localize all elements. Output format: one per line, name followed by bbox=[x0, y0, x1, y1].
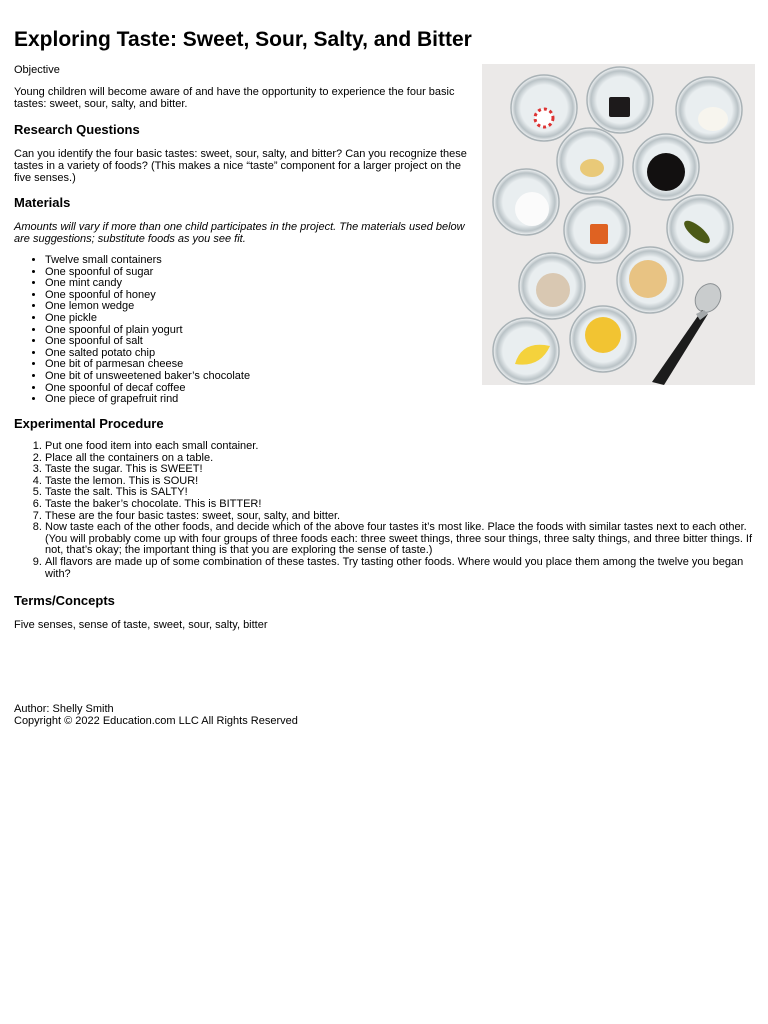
materials-item: • One spoonful of sugar bbox=[45, 267, 469, 279]
materials-item: • One spoonful of honey bbox=[45, 290, 469, 302]
footer bbox=[14, 703, 298, 727]
materials-item: • One piece of grapefruit rind bbox=[45, 394, 469, 406]
bowl-lemon bbox=[493, 318, 559, 384]
materials-item: • One bit of unsweetened baker’s chocolate bbox=[45, 371, 469, 383]
procedure-step: 9. All flavors are made up of some combination of these tastes. Try tasting other foods. Where would you place them among the twelve you began with? bbox=[45, 557, 756, 580]
research-text: Can you identify the four basic tastes: sweet, sour, salty, and bitter? Can you recognize these tastes in a variety of foods? (This makes a nice “taste” component for a larger project on the five senses.) bbox=[14, 148, 467, 184]
materials-item: • One pickle bbox=[45, 313, 469, 325]
bowl-honey bbox=[570, 306, 636, 372]
materials-item: • One spoonful of salt bbox=[45, 336, 469, 348]
terms-heading: Terms/Concepts bbox=[14, 593, 115, 608]
bowl-chocolate bbox=[633, 134, 699, 200]
materials-item: • Twelve small containers bbox=[45, 255, 469, 267]
page-title: Exploring Taste: Sweet, Sour, Salty, and Bitter bbox=[14, 28, 472, 51]
procedure-step: 4. Taste the lemon. This is SOUR! bbox=[45, 476, 756, 488]
materials-item: • One salted potato chip bbox=[45, 348, 469, 360]
materials-item: • One spoonful of decaf coffee bbox=[45, 383, 469, 395]
materials-item: • One bit of parmesan cheese bbox=[45, 359, 469, 371]
materials-item: • One lemon wedge bbox=[45, 301, 469, 313]
procedure-step: 3. Taste the sugar. This is SWEET! bbox=[45, 464, 756, 476]
procedure-section bbox=[14, 416, 756, 580]
materials-item: • One mint candy bbox=[45, 278, 469, 290]
procedure-step: 1. Put one food item into each small container. bbox=[45, 441, 756, 453]
procedure-heading: Experimental Procedure bbox=[14, 416, 164, 431]
procedure-list bbox=[14, 441, 756, 580]
bowl-coffee-square bbox=[587, 67, 653, 133]
footer-author: Author: Shelly Smith bbox=[14, 703, 114, 715]
bowl-salt bbox=[493, 169, 559, 235]
bowl-mint bbox=[511, 75, 577, 141]
objective-text: Young children will become aware of and have the opportunity to experience the four basic tastes: sweet, sour, salty, and bitter. bbox=[14, 86, 455, 110]
materials-list bbox=[14, 255, 469, 406]
bowl-yogurt bbox=[676, 77, 742, 143]
materials-heading: Materials bbox=[14, 195, 71, 210]
procedure-step: 5. Taste the salt. This is SALTY! bbox=[45, 487, 756, 499]
procedure-step: 6. Taste the baker’s chocolate. This is BITTER! bbox=[45, 499, 756, 511]
bowl-cheese bbox=[557, 128, 623, 194]
research-heading: Research Questions bbox=[14, 122, 140, 137]
bowl-sugar bbox=[519, 253, 585, 319]
materials-item: • One spoonful of plain yogurt bbox=[45, 325, 469, 337]
bowl-chip bbox=[617, 247, 683, 313]
procedure-step: 7. These are the four basic tastes: sweet, sour, salty, and bitter. bbox=[45, 511, 756, 523]
bowl-pickle bbox=[667, 195, 733, 261]
taste-bowls-photo bbox=[482, 64, 755, 385]
objective-label: Objective bbox=[14, 64, 60, 76]
left-column bbox=[14, 63, 469, 406]
procedure-step: 2. Place all the containers on a table. bbox=[45, 453, 756, 465]
bowl-rind bbox=[564, 197, 630, 263]
procedure-step: 8. Now taste each of the other foods, and decide which of the above four tastes it’s most like. Place the foods with similar tastes next to each other. (You will probably come up with four groups of three foods each: three sweet things, three sour things, three salty things, and three bitter things. If not, that’s okay; the important thing is that you are exploring the sense of taste.) bbox=[45, 522, 756, 557]
materials-note: Amounts will vary if more than one child participates in the project. The materials used below are suggestions; substitute foods as you see fit. bbox=[14, 221, 465, 245]
footer-copyright: Copyright © 2022 Education.com LLC All Rights Reserved bbox=[14, 715, 298, 727]
terms-text: Five senses, sense of taste, sweet, sour, salty, bitter bbox=[14, 619, 268, 631]
terms-section bbox=[14, 593, 756, 631]
